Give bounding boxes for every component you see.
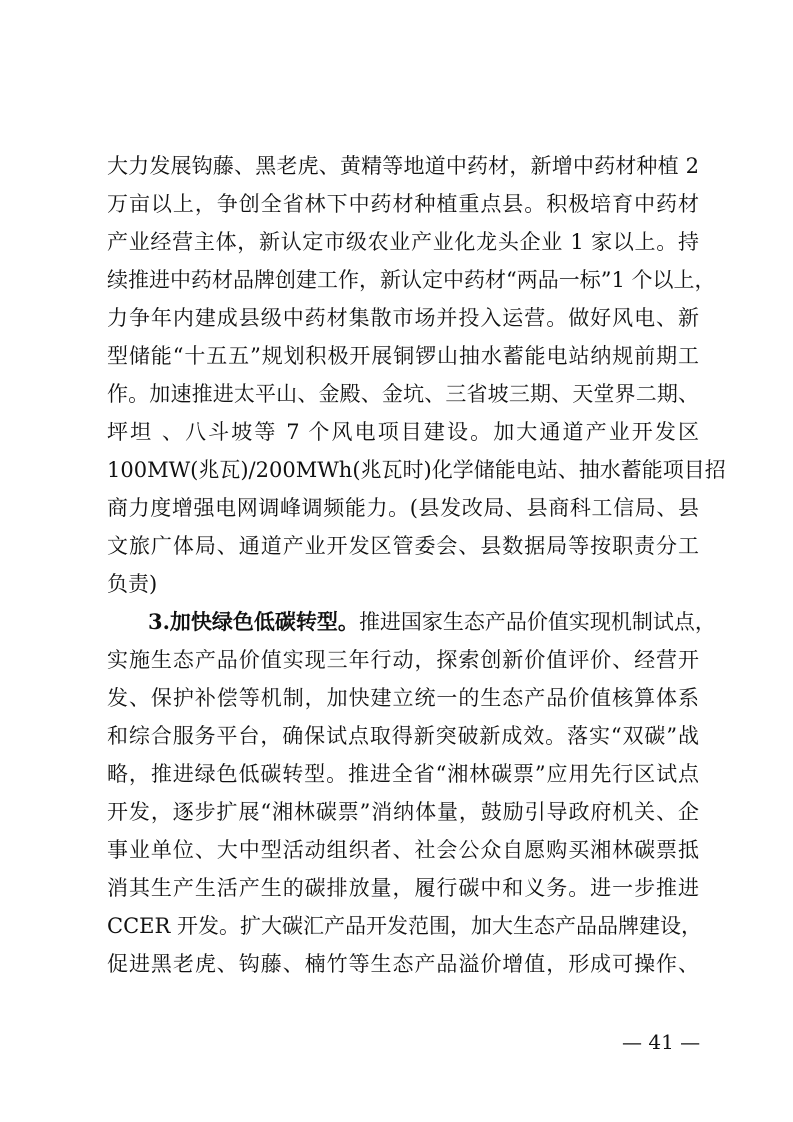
text-line: CCER 开发。扩大碳汇产品开发范围，加大生态产品品牌建设，	[107, 914, 702, 938]
text-line: 文旅广体局、通道产业开发区管委会、县数据局等按职责分工	[107, 534, 699, 558]
text-line: 型储能“十五五”规划积极开展铜锣山抽水蓄能电站纳规前期工	[107, 344, 699, 368]
text-line: 续推进中药材品牌创建工作，新认定中药材“两品一标”1 个以上，	[107, 268, 716, 292]
text-line: 产业经营主体，新认定市级农业产业化龙头企业 1 家以上。持	[107, 230, 699, 254]
text-line: 发、保护补偿等机制，加快建立统一的生态产品价值核算体系	[107, 686, 699, 710]
text-line: 大力发展钩藤、黑老虎、黄精等地道中药材，新增中药材种植 2	[107, 154, 699, 178]
page-number: — 41 —	[622, 1030, 701, 1054]
text-line: 作。加速推进太平山、金殿、金坑、三省坡三期、天堂界二期、	[107, 382, 699, 406]
section-heading: 3.加快绿色低碳转型。	[148, 609, 359, 634]
text-line: 促进黑老虎、钩藤、楠竹等生态产品溢价增值，形成可操作、	[107, 952, 699, 976]
text-line: 开发，逐步扩展“湘林碳票”消纳体量，鼓励引导政府机关、企	[107, 800, 699, 824]
text-line: 和综合服务平台，确保试点取得新突破新成效。落实“双碳”战	[107, 724, 699, 748]
text-line: 略，推进绿色低碳转型。推进全省“湘林碳票”应用先行区试点	[107, 762, 699, 786]
text-line: 消其生产生活产生的碳排放量，履行碳中和义务。进一步推进	[107, 876, 699, 900]
text-line: 事业单位、大中型活动组织者、社会公众自愿购买湘林碳票抵	[107, 838, 699, 862]
section-heading-line	[148, 607, 716, 637]
text-span: 推进国家生态产品价值实现机制试点，	[358, 610, 716, 634]
text-line: 万亩以上，争创全省林下中药材种植重点县。积极培育中药材	[107, 192, 699, 216]
text-line: 商力度增强电网调峰调频能力。(县发改局、县商科工信局、县	[107, 496, 699, 520]
text-line: 负责)	[107, 572, 158, 596]
text-line: 实施生态产品价值实现三年行动，探索创新价值评价、经营开	[107, 648, 699, 672]
text-line: 坪坦 、八斗坡等 7 个风电项目建设。加大通道产业开发区	[107, 420, 699, 444]
text-line: 力争年内建成县级中药材集散市场并投入运营。做好风电、新	[107, 306, 699, 330]
text-line: 100MW(兆瓦)/200MWh(兆瓦时)化学储能电站、抽水蓄能项目招	[107, 458, 726, 482]
